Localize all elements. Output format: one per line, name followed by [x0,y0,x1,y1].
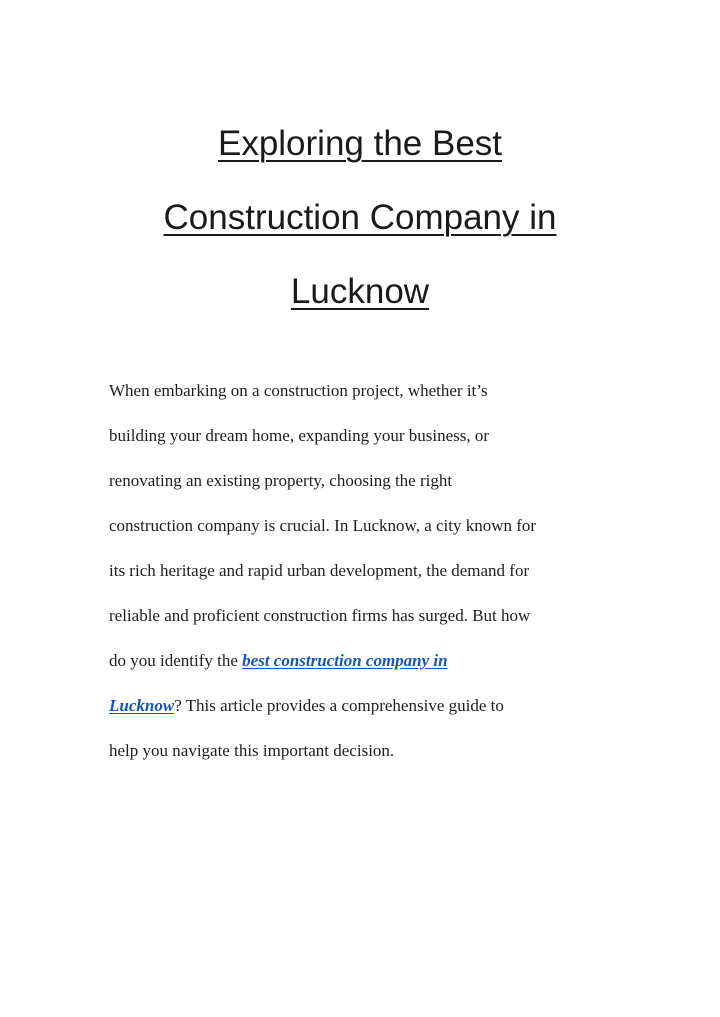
paragraph-line-2: building your dream home, expanding your business, or [109,426,490,445]
title-line-3: Lucknow [290,272,430,311]
paragraph-line-9: help you navigate this important decision. [109,741,395,760]
paragraph-line-7 [109,650,689,672]
paragraph-text: do you identify the [109,651,243,670]
paragraph-line-3: renovating an existing property, choosing the right [109,471,453,490]
paragraph-text: ? This article provides a comprehensive guide to [174,696,504,715]
paragraph-line-5: its rich heritage and rapid urban development, the demand for [109,561,530,580]
paragraph-line-8 [109,695,689,717]
paragraph-line-1: When embarking on a construction project, whether it’s [109,381,488,400]
title-line-1: Exploring the Best [217,124,503,163]
company-link-part-1[interactable]: best construction company in [242,651,448,670]
paragraph-line-4: construction company is crucial. In Lucknow, a city known for [109,516,537,535]
paragraph-line-6: reliable and proficient construction firms has surged. But how [109,606,531,625]
company-link-part-2[interactable]: Lucknow [109,696,175,715]
title-line-2: Construction Company in [163,198,557,237]
